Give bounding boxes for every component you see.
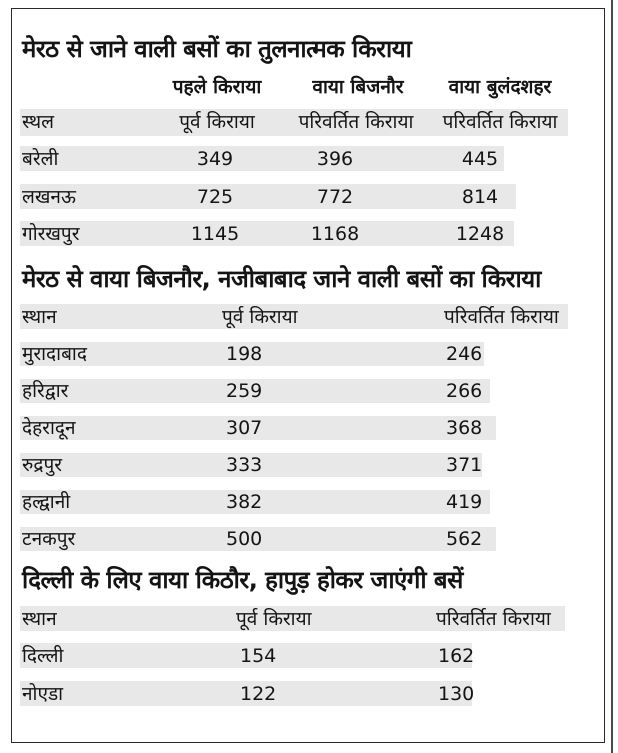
header-place: स्थान xyxy=(22,608,57,630)
row-place: टनकपुर xyxy=(22,528,76,550)
row-value: 198 xyxy=(226,343,263,365)
row-value: 725 xyxy=(196,186,234,208)
row-value: 772 xyxy=(316,186,354,208)
header-place: स्थल xyxy=(22,111,55,133)
row-place: दिल्ली xyxy=(22,645,64,667)
row-place: बरेली xyxy=(22,148,59,170)
row-value: 307 xyxy=(226,417,263,439)
row-value: 130 xyxy=(438,683,475,705)
row-place: लखनऊ xyxy=(22,186,76,208)
header-previous-fare: पूर्व किराया xyxy=(236,608,312,630)
row-place: हरिद्वार xyxy=(22,380,69,402)
row-value: 368 xyxy=(446,417,483,439)
header-place: स्थान xyxy=(22,306,57,328)
header-revised-fare-bulandshahr: परिवर्तित किराया xyxy=(442,111,558,133)
row-value: 371 xyxy=(446,454,483,476)
row-place: हल्द्वानी xyxy=(22,491,71,513)
row-place: नोएडा xyxy=(22,683,64,705)
row-place: रुद्रपुर xyxy=(22,454,63,476)
row-value: 1145 xyxy=(190,223,240,245)
row-value: 259 xyxy=(226,380,263,402)
row-value: 500 xyxy=(226,528,263,550)
fare-comparison-title: मेरठ से जाने वाली बसों का तुलनात्मक किराया xyxy=(22,35,412,63)
row-value: 396 xyxy=(316,148,354,170)
row-value: 266 xyxy=(446,380,483,402)
row-value: 349 xyxy=(196,148,234,170)
row-place: गोरखपुर xyxy=(22,223,80,245)
row-value: 154 xyxy=(240,645,277,667)
row-value: 1248 xyxy=(455,223,505,245)
header-previous-fare: पूर्व किराया xyxy=(179,111,255,133)
header-revised-fare: परिवर्तित किराया xyxy=(444,306,559,328)
header-previous-fare: पूर्व किराया xyxy=(222,306,298,328)
row-place: देहरादून xyxy=(22,417,76,439)
row-value: 562 xyxy=(446,528,483,550)
group-label-old-fare: पहले किराया xyxy=(172,76,262,98)
column-rule xyxy=(611,0,613,753)
header-revised-fare: परिवर्तित किराया xyxy=(436,608,551,630)
bijnor-route-title: मेरठ से वाया बिजनौर, नजीबाबाद जाने वाली बसों का किराया xyxy=(22,265,541,293)
row-value: 382 xyxy=(226,491,263,513)
row-value: 122 xyxy=(240,683,277,705)
row-value: 814 xyxy=(461,186,499,208)
row-value: 333 xyxy=(226,454,263,476)
row-value: 246 xyxy=(446,343,483,365)
row-value: 162 xyxy=(438,645,475,667)
row-value: 1168 xyxy=(310,223,360,245)
row-value: 419 xyxy=(446,491,483,513)
header-revised-fare-bijnor: परिवर्तित किराया xyxy=(298,111,414,133)
group-label-via-bulandshahr: वाया बुलंदशहर xyxy=(448,76,552,98)
row-place: मुरादाबाद xyxy=(22,343,87,365)
delhi-route-title: दिल्ली के लिए वाया किठौर, हापुड़ होकर जाएंगी बसें xyxy=(22,566,463,594)
row-value: 445 xyxy=(461,148,499,170)
group-label-via-bijnor: वाया बिजनौर xyxy=(312,76,404,98)
